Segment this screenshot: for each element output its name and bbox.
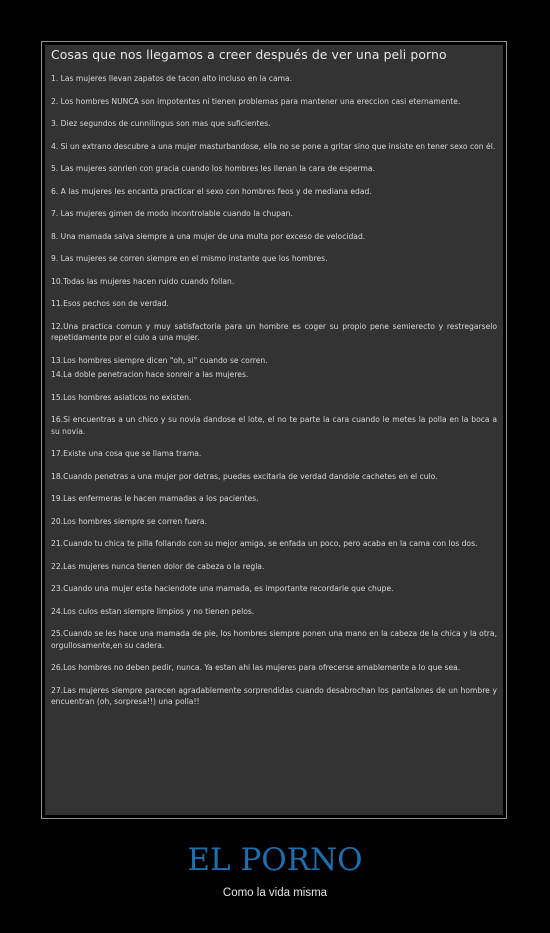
panel-title: Cosas que nos llegamos a creer después de ver una peli porno — [51, 47, 447, 62]
list-item: 25.Cuando se les hace una mamada de pie, los hombres siempre ponen una mano en la cabeza de la chica y la otra, orgullosamente,en su cadera. — [51, 629, 497, 650]
list-item: 10.Todas las mujeres hacen ruido cuando follan. — [51, 276, 235, 286]
list-item: 9. Las mujeres se corren siempre en el mismo instante que los hombres. — [51, 254, 328, 263]
list-item: 14.La doble penetracion hace sonreir a las mujeres. — [51, 370, 249, 379]
poster-image-panel — [45, 45, 503, 815]
list-item: 6. A las mujeres les encanta practicar el sexo con hombres feos y de mediana edad. — [51, 186, 372, 196]
list-item: 24.Los culos estan siempre limpios y no tienen pelos. — [51, 606, 255, 616]
list-item: 23.Cuando una mujer esta haciendote una mamada, es importante recordarle que chupe. — [51, 584, 394, 593]
list-item: 19.Las enfermeras le hacen mamadas a los pacientes. — [51, 494, 259, 503]
poster-caption-title: EL PORNO — [187, 842, 363, 878]
list-item: 3. Diez segundos de cunnilingus son mas que suficientes. — [51, 119, 271, 128]
poster-caption-subtitle: Como la vida misma — [222, 887, 328, 899]
list-item: 12.Una practica comun y muy satisfactoria para un hombre es coger su propio pene semierecto y restregarselo repetidamente por el culo a una mujer. — [51, 321, 497, 342]
list-item: 11.Esos pechos son de verdad. — [51, 299, 169, 308]
list-item: 13.Los hombres siempre dicen "oh, si" cuando se corren. — [51, 355, 268, 365]
list-item: 17.Existe una cosa que se llama trama. — [51, 449, 202, 458]
list-item: 26.Los hombres no deben pedir, nunca. Ya estan ahi las mujeres para ofrecerse amablemente a lo que sea. — [51, 663, 461, 672]
list-item: 22.Las mujeres nunca tienen dolor de cabeza o la regla. — [51, 561, 265, 571]
list-item: 2. Los hombres NUNCA son impotentes ni tienen problemas para mantener una ereccion casi eternamente. — [51, 96, 461, 106]
list-item: 16.Si encuentras a un chico y su novia dandose el lote, el no te parte la cara cuando le metes la polla en la boca a su novia. — [51, 415, 497, 436]
list-item: 15.Los hombres asiaticos no existen. — [51, 392, 192, 402]
list-item: 21.Cuando tu chica te pilla follando con su mejor amiga, se enfada un poco, pero acaba en la cama con los dos. — [51, 539, 478, 548]
list-item: 18.Cuando penetras a una mujer por detras, puedes excitarla de verdad dandole cachetes en el culo. — [51, 471, 438, 481]
list-item: 5. Las mujeres sonrien con gracia cuando los hombres les llenan la cara de esperma. — [51, 164, 375, 173]
list-item: 8. Una mamada salva siempre a una mujer de una multa por exceso de velocidad. — [51, 231, 366, 241]
list-item: 7. Las mujeres gimen de modo incontrolable cuando la chupan. — [51, 209, 293, 218]
list-item: 27.Las mujeres siempre parecen agradablemente sorprendidas cuando desabrochan los pantalones de un hombre y encuentran (oh, sorpresa!!) una polla!! — [51, 685, 497, 706]
list-item: 4. Si un extrano descubre a una mujer masturbandose, ella no se pone a gritar sino que insiste en tener sexo con él. — [51, 141, 496, 151]
misconceptions-list — [51, 73, 497, 708]
list-item: 1. Las mujeres llevan zapatos de tacon alto incluso en la cama. — [51, 74, 293, 83]
list-item: 20.Los hombres siempre se corren fuera. — [51, 516, 207, 526]
